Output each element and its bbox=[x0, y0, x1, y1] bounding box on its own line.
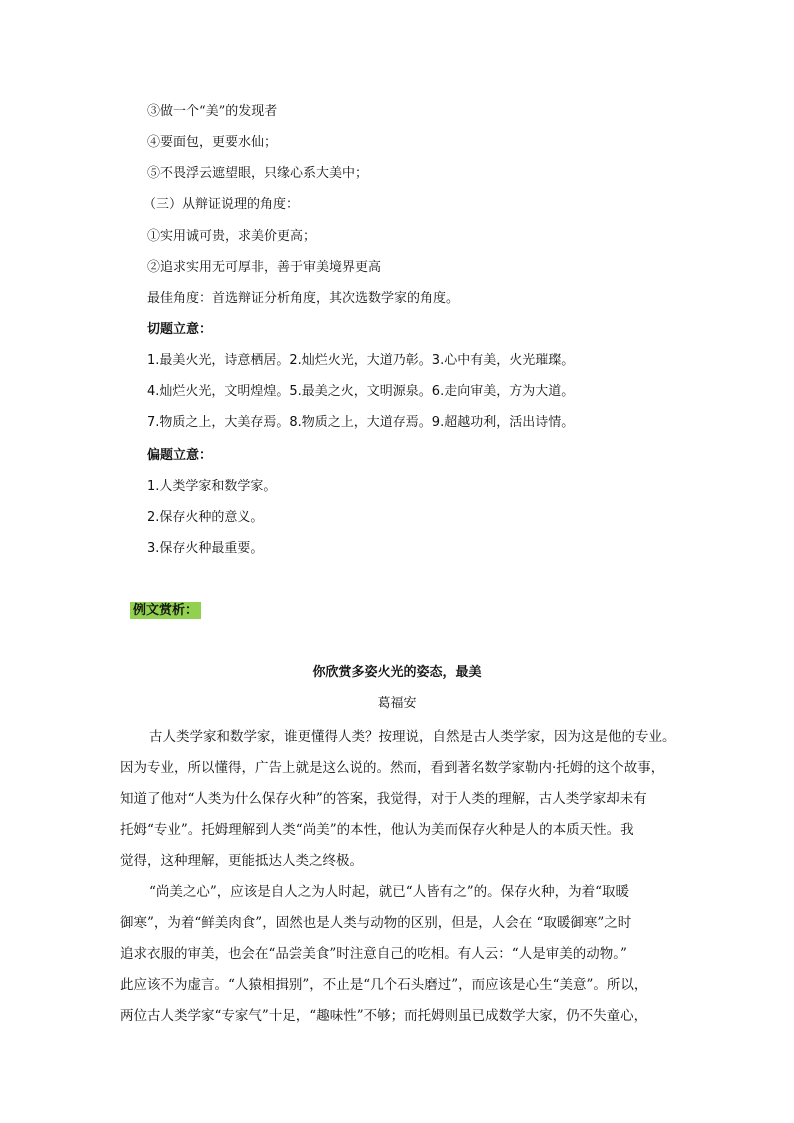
paragraph-line: “尚美之心”，应该是自人之为人时起，就已“人皆有之”的。保存火种，为着“取暖 bbox=[149, 884, 630, 900]
paragraph-line: 两位古人类学家“专家气”十足，“趣味性”不够；而托姆则虽已成数学大家，仍不失童心， bbox=[120, 1008, 648, 1024]
best-angle: 最佳角度：首选辩证分析角度，其次选数学家的角度。 bbox=[147, 291, 460, 306]
paragraph-line: 因为专业，所以懂得，广告上就是这么说的。然而，看到著名数学家勒内·托姆的这个故事， bbox=[120, 760, 665, 776]
dialectic-heading: （三）从辩证说理的角度： bbox=[143, 197, 300, 212]
off-topic-item-3: 3.保存火种最重要。 bbox=[147, 541, 264, 556]
dialectic-item-1: ①实用诚可贵，求美价更高； bbox=[147, 229, 317, 244]
idea-item-4: ④要面包，更要水仙； bbox=[147, 135, 278, 150]
example-label bbox=[130, 601, 201, 621]
example-label-text: 例文赏析： bbox=[130, 602, 201, 619]
idea-item-5: ⑤不畏浮云遮望眼，只缘心系大美中； bbox=[147, 166, 369, 181]
essay-author: 葛福安 bbox=[377, 696, 417, 711]
off-topic-item-1: 1.人类学家和数学家。 bbox=[147, 479, 277, 494]
paragraph-line: 觉得，这种理解，更能抵达人类之终极。 bbox=[120, 853, 363, 869]
on-topic-line-2: 4.灿烂火光，文明煌煌。5.最美之火，文明源泉。6.走向审美，方为大道。 bbox=[147, 384, 575, 399]
paragraph-line: 追求衣服的审美，也会在“品尝美食”时注意自己的吃相。有人云：“人是审美的动物。” bbox=[120, 946, 627, 962]
paragraph-line: 托姆“专业”。托姆理解到人类“尚美”的本性，他认为美而保存火种是人的本质天性。我 bbox=[120, 822, 634, 838]
on-topic-heading: 切题立意： bbox=[147, 322, 213, 337]
paragraph-line: 知道了他对“人类为什么保存火种”的答案，我觉得，对于人类的理解，古人类学家却未有 bbox=[120, 791, 647, 807]
on-topic-line-1: 1.最美火光，诗意栖居。2.灿烂火光，大道乃彰。3.心中有美，火光璀璨。 bbox=[147, 353, 575, 368]
dialectic-item-2: ②追求实用无可厚非，善于审美境界更高 bbox=[147, 260, 382, 275]
off-topic-heading: 偏题立意： bbox=[147, 448, 213, 463]
on-topic-line-3: 7.物质之上，大美存焉。8.物质之上，大道存焉。9.超越功利，活出诗情。 bbox=[147, 415, 575, 430]
paragraph-line: 古人类学家和数学家，谁更懂得人类？按理说，自然是古人类学家，因为这是他的专业。 bbox=[149, 729, 676, 745]
idea-item-3: ③做一个“美”的发现者 bbox=[147, 104, 278, 119]
off-topic-item-2: 2.保存火种的意义。 bbox=[147, 510, 264, 525]
essay-title: 你欣赏多姿火光的姿态，最美 bbox=[312, 665, 482, 680]
essay-paragraph-1 bbox=[120, 722, 680, 877]
paragraph-line: 御寒”，为着“鲜美肉食”，固然也是人类与动物的区别，但是，人会在 “取暖御寒”之时 bbox=[120, 915, 632, 931]
paragraph-line: 此应该不为虚言。“人猿相揖别”，不止是“几个石头磨过”，而应该是心生“美意”。所以， bbox=[120, 977, 648, 993]
essay-paragraph-2 bbox=[120, 877, 680, 1032]
